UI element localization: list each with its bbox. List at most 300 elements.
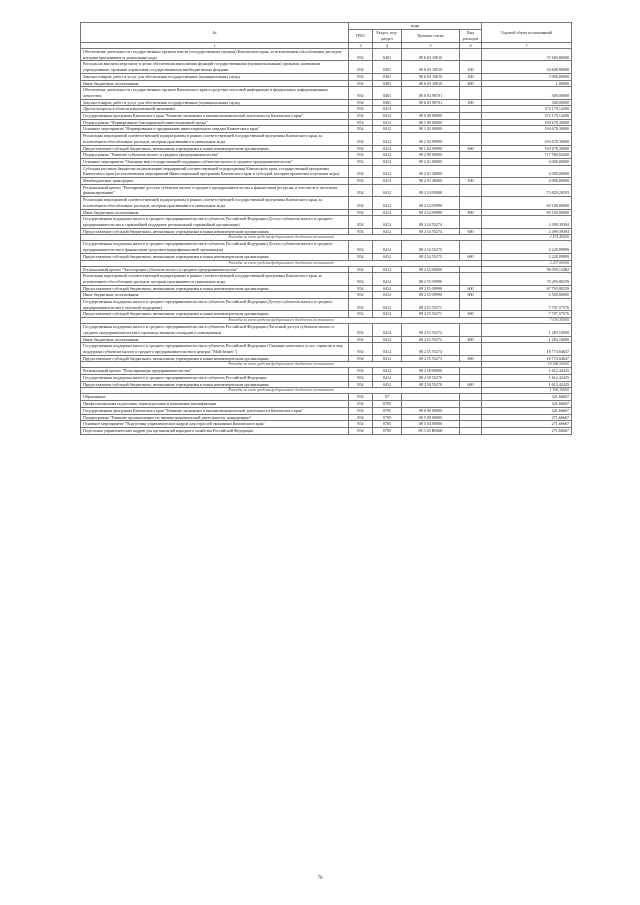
row-vid <box>460 197 482 209</box>
row-grbs: 854 <box>349 216 373 228</box>
row-razdel: 0412 <box>373 228 402 235</box>
row-grbs: 854 <box>349 407 373 414</box>
note-amount: 18 586,90000 <box>482 362 572 368</box>
col-index: 7 <box>482 43 572 49</box>
table-row <box>81 158 572 165</box>
header-codes: коды <box>349 23 482 30</box>
budget-rows <box>81 49 572 435</box>
note-amount: 2 207,60000 <box>482 260 572 266</box>
row-razdel: 0412 <box>373 119 402 126</box>
row-target-code <box>402 106 460 113</box>
row-name: Предоставление субсидий бюджетным, автономным учреждениям и иным некоммерческим организациям <box>81 253 349 260</box>
row-vid: 800 <box>460 209 482 216</box>
row-amount: 67 793,80259 <box>482 285 572 292</box>
row-grbs: 854 <box>349 61 373 73</box>
row-amount: 4 000,00000 <box>482 178 572 185</box>
row-name: Государственная поддержка малого и среднего предпринимательства в субъектах Российской Федерации (Доступ субъектов малого и среднего предпринимательства к льготной поддержке) <box>81 299 349 311</box>
table-row <box>81 165 572 177</box>
row-name: Профессиональная подготовка, переподготовка и повышение квалификации <box>81 401 349 408</box>
row-name: Подпрограмма "Формирование благоприятной инвестиционной среды" <box>81 119 349 126</box>
row-name: Предоставление субсидий бюджетным, автономным учреждениям и иным некоммерческим организациям <box>81 285 349 292</box>
row-amount: 7 707,57576 <box>482 311 572 318</box>
table-row <box>81 343 572 355</box>
row-target-code: 08 2 I8 55270 <box>402 375 460 382</box>
row-razdel: 0412 <box>373 266 402 273</box>
header-name-col: № <box>81 23 349 43</box>
row-name: Реализация мероприятий соответствующей подпрограммы в рамках соответствующей государственной программы Камчатского края, за исключением обособленных расходов, которым присваиваются уникальные коды <box>81 197 349 209</box>
row-razdel: 0412 <box>373 241 402 253</box>
row-razdel: 0412 <box>373 368 402 375</box>
row-amount: 372 179,14200 <box>482 113 572 120</box>
row-vid <box>460 299 482 311</box>
row-razdel: 0412 <box>373 292 402 299</box>
table-row <box>81 228 572 235</box>
table-row <box>81 241 572 253</box>
table-row <box>81 407 572 414</box>
row-vid: 200 <box>460 99 482 106</box>
row-target-code: 08 6 03 10010 <box>402 61 460 73</box>
header-amount: Годовой объем ассигнований <box>482 23 572 43</box>
row-target-code: 08 2 I4 00000 <box>402 184 460 196</box>
table-row <box>81 311 572 318</box>
row-target-code: 08 5 00 00000 <box>402 414 460 421</box>
row-name: Расходы на выплаты персоналу в целях обеспечения выполнения функций государственными (муниципальными) органами, казенными учреждениями, органами управления государственными внебюджетными фондами <box>81 61 349 73</box>
page-number: 76 <box>317 876 323 881</box>
table-row <box>81 381 572 388</box>
row-target-code: 08 2 I4 55275 <box>402 241 460 253</box>
row-grbs: 854 <box>349 421 373 428</box>
row-vid <box>460 407 482 414</box>
row-grbs: 854 <box>349 87 373 99</box>
row-name: Государственная поддержка малого и среднего предпринимательства в субъектах Российской Федерации (Доступ субъектов малого и среднего предпринимательства к финансовым средствам микрофинансовой организации) <box>81 241 349 253</box>
row-grbs: 854 <box>349 394 373 401</box>
row-razdel: 0401 <box>373 73 402 80</box>
row-vid: 600 <box>460 228 482 235</box>
row-grbs: 854 <box>349 299 373 311</box>
row-razdel: 0401 <box>373 61 402 73</box>
row-grbs: 854 <box>349 266 373 273</box>
row-amount: 70 293,80259 <box>482 273 572 285</box>
row-amount: 18 774,64647 <box>482 355 572 362</box>
table-row <box>81 216 572 228</box>
row-target-code: 08 2 00 00000 <box>402 152 460 159</box>
row-grbs: 854 <box>349 165 373 177</box>
row-grbs: 854 <box>349 292 373 299</box>
table-row <box>81 299 572 311</box>
row-vid: 200 <box>460 73 482 80</box>
row-vid <box>460 273 482 285</box>
row-target-code: 08 1 02 09990 <box>402 133 460 145</box>
row-name: Основное мероприятие "Подготовка управленческих кадров для отраслей экономики Камчатского края" <box>81 421 349 428</box>
row-amount: 69 100,00000 <box>482 209 572 216</box>
row-grbs: 854 <box>349 343 373 355</box>
row-grbs: 854 <box>349 209 373 216</box>
row-amount: 372 179,14200 <box>482 106 572 113</box>
header-vid: Вид расходов <box>460 30 482 43</box>
row-grbs: 854 <box>349 126 373 133</box>
table-row <box>81 394 572 401</box>
row-grbs: 854 <box>349 133 373 145</box>
row-razdel: 0412 <box>373 253 402 260</box>
row-name: Региональный проект "Акселерация субъектов малого и среднего предпринимательства" <box>81 266 349 273</box>
row-name: Иные бюджетные ассигнования <box>81 292 349 299</box>
row-vid: 800 <box>460 292 482 299</box>
header-target: Целевая статья <box>402 30 460 43</box>
row-name: Подпрограмма "Развитие субъектов малого и среднего предпринимательства" <box>81 152 349 159</box>
row-name: Иные бюджетные ассигнования <box>81 80 349 87</box>
row-amount: 4 000,00000 <box>482 165 572 177</box>
row-vid <box>460 266 482 273</box>
row-razdel: 0412 <box>373 336 402 343</box>
row-grbs: 854 <box>349 401 373 408</box>
row-vid <box>460 49 482 61</box>
row-razdel: 0412 <box>373 216 402 228</box>
row-name: Реализация мероприятий соответствующей подпрограммы в рамках соответствующей государственной программы Камчатского края, за исключением обособленных расходов, которым присваиваются уникальные коды <box>81 273 349 285</box>
table-row <box>81 99 572 106</box>
row-razdel: 0401 <box>373 99 402 106</box>
row-razdel: 0412 <box>373 285 402 292</box>
table-row <box>81 178 572 185</box>
row-vid <box>460 427 482 434</box>
note-text: Расходы за счет средств федерального бюджета составляют <box>81 362 482 368</box>
row-amount: 3 000,00000 <box>482 73 572 80</box>
row-name: Обеспечение деятельности государственных органов власти (государственных органов) Камчатского края, за исключением обособленных расходов, которым присваиваются уникальные коды <box>81 49 349 61</box>
row-grbs: 854 <box>349 375 373 382</box>
row-vid: 800 <box>460 336 482 343</box>
table-row <box>81 414 572 421</box>
row-razdel: 0412 <box>373 375 402 382</box>
row-amount: 194 678,30000 <box>482 126 572 133</box>
row-amount: 73 829,29293 <box>482 184 572 196</box>
row-amount: 34 668,86000 <box>482 61 572 73</box>
row-target-code: 08 5 03 00000 <box>402 421 460 428</box>
row-grbs: 854 <box>349 336 373 343</box>
table-row <box>81 285 572 292</box>
row-razdel: 0412 <box>373 324 402 336</box>
row-target-code: 08 2 I5 55271 <box>402 311 460 318</box>
table-row <box>81 133 572 145</box>
row-amount: 2 499,39394 <box>482 216 572 228</box>
row-razdel: 0412 <box>373 381 402 388</box>
row-amount: 1 612,42425 <box>482 375 572 382</box>
row-target-code: 08 6 03 10010 <box>402 73 460 80</box>
row-amount: 194 678,30000 <box>482 145 572 152</box>
row-name: Предоставление субсидий бюджетным, автономным учреждениям и иным некоммерческим организациям <box>81 355 349 362</box>
row-grbs: 854 <box>349 113 373 120</box>
row-razdel: 0412 <box>373 158 402 165</box>
row-vid: 800 <box>460 80 482 87</box>
row-name: Государственная поддержка малого и среднего предпринимательства в субъектах Российской Федерации (Льготный доступ субъектов малого и среднего предпринимательства к производственным площадям и помещениям) <box>81 324 349 336</box>
row-name: Государственная поддержка малого и среднего предпринимательства в субъектах Российской Федерации <box>81 375 349 382</box>
row-amount: 300,00000 <box>482 99 572 106</box>
row-name: Предоставление субсидий бюджетным, автономным учреждениям и иным некоммерческим организациям <box>81 228 349 235</box>
row-razdel: 0401 <box>373 80 402 87</box>
row-amount: 7 707,57576 <box>482 299 572 311</box>
row-name: Подпрограмма "Развитие промышленности, внешнеэкономической деятельности, конкуренции" <box>81 414 349 421</box>
row-vid <box>460 87 482 99</box>
row-razdel: 0412 <box>373 299 402 311</box>
row-target-code: 08 2 I4 09990 <box>402 197 460 209</box>
row-name: Другие вопросы в области национальной экономики <box>81 106 349 113</box>
row-razdel: 0412 <box>373 106 402 113</box>
row-razdel: 0705 <box>373 407 402 414</box>
row-target-code: 08 2 I5 55271 <box>402 299 460 311</box>
row-amount: 1 612,42425 <box>482 381 572 388</box>
table-row <box>81 401 572 408</box>
note-amount: 7 630,50000 <box>482 318 572 324</box>
row-grbs: 854 <box>349 414 373 421</box>
row-name: Основное мероприятие "Оказание мер государственной поддержки субъектам малого и среднего предпринимательства" <box>81 158 349 165</box>
row-amount: 2 229,89899 <box>482 253 572 260</box>
note-text: Расходы за счет средств федерального бюджета составляют <box>81 388 482 394</box>
row-razdel: 0412 <box>373 209 402 216</box>
row-amount: 2 229,89899 <box>482 241 572 253</box>
row-razdel: 0705 <box>373 401 402 408</box>
row-target-code: 08 2 I5 55272 <box>402 336 460 343</box>
row-grbs: 854 <box>349 253 373 260</box>
table-row <box>81 73 572 80</box>
row-target-code: 08 0 00 00000 <box>402 407 460 414</box>
row-amount: 37 669,86000 <box>482 49 572 61</box>
table-row <box>81 273 572 285</box>
row-razdel: 0412 <box>373 273 402 285</box>
table-row <box>81 87 572 99</box>
row-grbs: 854 <box>349 152 373 159</box>
table-row <box>81 197 572 209</box>
row-vid <box>460 368 482 375</box>
row-target-code: 08 6 03 98701 <box>402 99 460 106</box>
row-vid <box>460 414 482 421</box>
row-vid <box>460 375 482 382</box>
row-vid: 500 <box>460 178 482 185</box>
row-name: Реализация мероприятий соответствующей подпрограммы в рамках соответствующей государственной программы Камчатского края, за исключением обособленных расходов, которым присваиваются уникальные коды <box>81 133 349 145</box>
row-amount: 1 283,10000 <box>482 336 572 343</box>
row-vid <box>460 241 482 253</box>
row-vid <box>460 184 482 196</box>
row-name: Закупка товаров, работ и услуг для обеспечения государственных (муниципальных) нужд <box>81 73 349 80</box>
note-amount: 2 474,40000 <box>482 235 572 241</box>
table-row <box>81 266 572 273</box>
row-target-code: 08 2 I5 09990 <box>402 285 460 292</box>
table-row <box>81 253 572 260</box>
table-row <box>81 427 572 434</box>
table-row <box>81 152 572 159</box>
note-text: Расходы за счет средств федерального бюджета составляют <box>81 318 482 324</box>
row-vid: 600 <box>460 355 482 362</box>
table-row <box>81 292 572 299</box>
row-amount: 271,66667 <box>482 414 572 421</box>
row-target-code: 08 5 03 R0660 <box>402 427 460 434</box>
row-name: Межбюджетные трансферты <box>81 178 349 185</box>
row-vid <box>460 126 482 133</box>
row-target-code: 08 2 I4 09990 <box>402 209 460 216</box>
row-razdel: 0412 <box>373 165 402 177</box>
row-name: Образование <box>81 394 349 401</box>
row-target-code: 08 2 01 40060 <box>402 165 460 177</box>
row-grbs: 854 <box>349 49 373 61</box>
header-razdel: Раздел, под-раздел <box>373 30 402 43</box>
row-name: Государственная программа Камчатского края "Развитие экономики и внешнеэкономической деятельности Камчатского края" <box>81 113 349 120</box>
row-razdel: 0412 <box>373 152 402 159</box>
row-target-code: 08 2 I5 55272 <box>402 324 460 336</box>
row-target-code: 08 0 00 00000 <box>402 113 460 120</box>
row-amount: 1,00000 <box>482 80 572 87</box>
row-vid <box>460 113 482 120</box>
row-grbs: 854 <box>349 273 373 285</box>
table-row <box>81 61 572 73</box>
row-razdel: 0412 <box>373 133 402 145</box>
table-row <box>81 184 572 196</box>
row-grbs: 854 <box>349 119 373 126</box>
row-amount: 18 774,64647 <box>482 343 572 355</box>
row-razdel: 0705 <box>373 421 402 428</box>
row-vid <box>460 394 482 401</box>
col-index: 1 <box>81 43 349 49</box>
row-vid <box>460 106 482 113</box>
col-index: 3 <box>349 43 373 49</box>
budget-table-container <box>80 22 571 435</box>
row-target-code: 08 2 I4 55274 <box>402 228 460 235</box>
row-vid: 600 <box>460 381 482 388</box>
row-target-code: 08 6 03 10010 <box>402 49 460 61</box>
row-vid: 600 <box>460 285 482 292</box>
table-row <box>81 113 572 120</box>
row-grbs: 854 <box>349 145 373 152</box>
row-name: Государственная программа Камчатского края "Развитие экономики и внешнеэкономической деятельности Камчатского края" <box>81 407 349 414</box>
row-vid: 100 <box>460 61 482 73</box>
table-row <box>81 126 572 133</box>
col-index: 5 <box>402 43 460 49</box>
row-razdel: 0705 <box>373 414 402 421</box>
row-razdel: 0412 <box>373 113 402 120</box>
row-amount: 2 499,39394 <box>482 228 572 235</box>
row-target-code <box>402 401 460 408</box>
row-razdel: 0412 <box>373 126 402 133</box>
row-grbs: 854 <box>349 80 373 87</box>
row-amount: 1 612,42425 <box>482 368 572 375</box>
row-grbs: 854 <box>349 178 373 185</box>
row-target-code: 08 2 I4 55275 <box>402 253 460 260</box>
row-grbs: 854 <box>349 311 373 318</box>
row-target-code: 08 6 03 98701 <box>402 87 460 99</box>
note-text: Расходы за счет средств федерального бюджета составляют <box>81 235 482 241</box>
table-row <box>81 375 572 382</box>
row-razdel: 0705 <box>373 427 402 434</box>
row-amount: 194 678,30000 <box>482 119 572 126</box>
table-row <box>81 368 572 375</box>
row-vid <box>460 152 482 159</box>
row-vid: 600 <box>460 145 482 152</box>
row-name: Государственная поддержка малого и среднего предпринимательства в субъектах Российской Федерации (Доступ субъектов малого и среднего предпринимательства к гарантийной поддержке региональной гарантийной организации) <box>81 216 349 228</box>
table-row <box>81 145 572 152</box>
row-vid <box>460 421 482 428</box>
table-row <box>81 119 572 126</box>
row-razdel: 0412 <box>373 197 402 209</box>
row-amount: 271,66667 <box>482 421 572 428</box>
row-amount: 98 059,13482 <box>482 266 572 273</box>
row-target-code: 08 2 I5 09990 <box>402 292 460 299</box>
row-target-code: 08 2 I5 55273 <box>402 355 460 362</box>
col-index: 4 <box>373 43 402 49</box>
row-name: Основное мероприятие "Формирование и продвижение инвестиционного имиджа Камчатского края" <box>81 126 349 133</box>
row-vid <box>460 119 482 126</box>
row-target-code: 08 2 I5 09990 <box>402 273 460 285</box>
row-name: Иные бюджетные ассигнования <box>81 336 349 343</box>
row-amount: 2 500,00000 <box>482 292 572 299</box>
row-target-code: 08 1 02 09990 <box>402 145 460 152</box>
row-amount: 421,66667 <box>482 401 572 408</box>
row-name: Предоставление субсидий бюджетным, автономным учреждениям и иным некоммерческим организациям <box>81 145 349 152</box>
note-amount: 1 596,30000 <box>482 388 572 394</box>
header-grbs: ГРБС <box>349 30 373 43</box>
row-name: Подготовка управленческих кадров для организаций народного хозяйства Российской Федерации <box>81 427 349 434</box>
row-razdel: 07 <box>373 394 402 401</box>
row-name: Государственная поддержка малого и среднего предпринимательства в субъектах Российской Федерации (Оказание комплекса услуг, сервисов и мер поддержки субъектам малого и среднего предпринимательства в центрах "Мой бизнес") <box>81 343 349 355</box>
row-target-code: 08 2 I4 55274 <box>402 216 460 228</box>
row-razdel: 0412 <box>373 355 402 362</box>
row-razdel: 0412 <box>373 311 402 318</box>
row-target-code: 08 2 I5 55273 <box>402 343 460 355</box>
row-amount: 300,00000 <box>482 87 572 99</box>
row-vid <box>460 343 482 355</box>
row-amount: 177 500,84200 <box>482 152 572 159</box>
row-amount: 421,66667 <box>482 394 572 401</box>
row-razdel: 0412 <box>373 184 402 196</box>
row-vid <box>460 324 482 336</box>
table-row <box>81 355 572 362</box>
row-amount: 4 000,00000 <box>482 158 572 165</box>
table-row <box>81 80 572 87</box>
row-name: Субсидия местным бюджетам на реализацию мероприятий соответствующей подпрограммы Камчатского края, государственной программы Камчатского края (за исключением мероприятий Инвестиционной программы Камчатского края и субсидий, которым присвоены отдельные коды) <box>81 165 349 177</box>
row-name: Обеспечение деятельности государственных органов Камчатского края в средствах массовой информации и федеральных информационных агентствах <box>81 87 349 99</box>
row-target-code <box>402 394 460 401</box>
row-grbs: 854 <box>349 241 373 253</box>
row-razdel: 0412 <box>373 145 402 152</box>
row-razdel: 0401 <box>373 49 402 61</box>
row-target-code: 08 2 I5 00000 <box>402 266 460 273</box>
row-vid <box>460 133 482 145</box>
table-row <box>81 49 572 61</box>
row-vid <box>460 165 482 177</box>
note-text: Расходы за счет средств федерального бюджета составляют <box>81 260 482 266</box>
row-vid: 600 <box>460 311 482 318</box>
row-amount: 421,66667 <box>482 407 572 414</box>
row-amount: 1 283,10000 <box>482 324 572 336</box>
row-grbs: 854 <box>349 99 373 106</box>
row-grbs: 854 <box>349 355 373 362</box>
row-target-code: 08 2 I8 55270 <box>402 381 460 388</box>
table-row <box>81 421 572 428</box>
row-grbs: 854 <box>349 285 373 292</box>
row-amount: 69 100,00000 <box>482 197 572 209</box>
table-row <box>81 324 572 336</box>
row-vid <box>460 401 482 408</box>
row-target-code: 08 1 02 00000 <box>402 126 460 133</box>
row-target-code: 08 6 03 10010 <box>402 80 460 87</box>
row-grbs: 854 <box>349 184 373 196</box>
row-grbs: 854 <box>349 324 373 336</box>
table-row <box>81 106 572 113</box>
row-grbs: 854 <box>349 73 373 80</box>
row-grbs: 854 <box>349 381 373 388</box>
budget-table <box>80 22 572 435</box>
row-grbs: 854 <box>349 228 373 235</box>
table-row <box>81 209 572 216</box>
row-grbs: 854 <box>349 197 373 209</box>
row-target-code: 08 1 00 00000 <box>402 119 460 126</box>
row-vid <box>460 216 482 228</box>
row-razdel: 0412 <box>373 343 402 355</box>
